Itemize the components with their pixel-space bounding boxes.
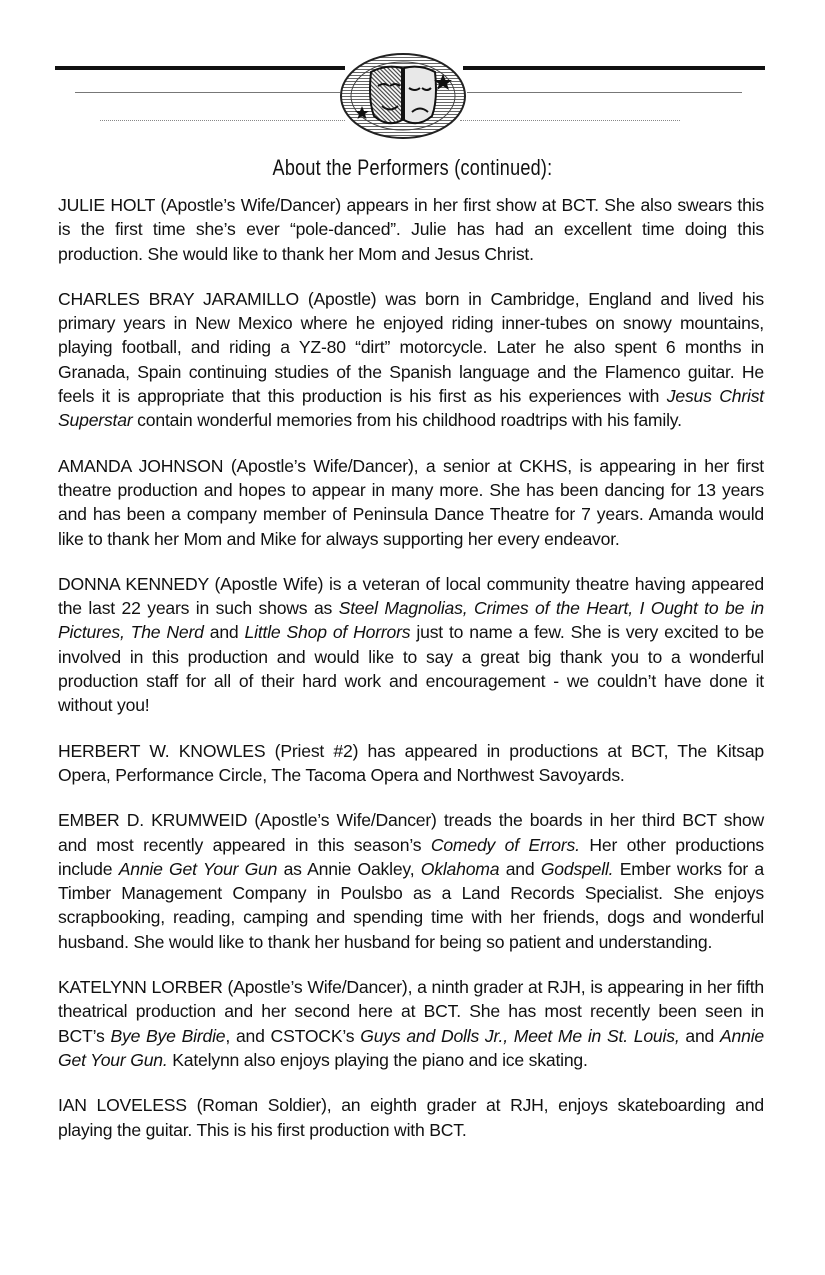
bio-text: HERBERT W. KNOWLES (Priest #2) has appeared in productions at BCT, The Kitsap Opera, Performance Circle, The Tacoma Opera and Northwest Savoyards. — [58, 740, 764, 785]
bio-text: Ember works for a Timber Management Company in Poulsbo as a Land Records Specialist. She enjoys scrapbooking, reading, camping and spending time with her friends, dogs and wonderful husband. She would like to thank her husband for being so patient and understanding. — [58, 858, 764, 952]
page-title: About the Performers (continued): — [272, 155, 553, 180]
performer-bio — [58, 739, 764, 788]
title-italic-text: Annie Get Your Gun. — [58, 1025, 764, 1070]
bio-text: DONNA KENNEDY (Apostle Wife) is a veteran of local community theatre having appeared the last 22 years in such shows as — [58, 573, 764, 619]
title-italic-text: Guys and Dolls Jr., Meet Me in St. Louis, — [360, 1025, 680, 1046]
title-italic-text: Oklahoma — [420, 858, 500, 879]
performer-bio — [58, 193, 764, 266]
bio-text: KATELYNN LORBER (Apostle’s Wife/Dancer), a ninth grader at RJH, is appearing in her fifth theatrical production and her second here at BCT. She has most recently been seen in BCT’s — [58, 977, 764, 1046]
header-rule-left-dotted — [100, 120, 345, 121]
performer-bio — [58, 572, 764, 718]
performer-bio — [58, 1093, 764, 1142]
bio-text: CHARLES BRAY JARAMILLO (Apostle) was born in Cambridge, England and lived his primary years in New Mexico where he enjoyed riding inner-tubes on snowy mountains, playing football, and riding a YZ-80 “dirt” motorcycle. Later he also spent 6 months in Granada, Spain continuing studies of the Spanish language and the Flamenco guitar. He feels it is appropriate that this production is his first as his experiences with — [58, 288, 764, 407]
bio-text: JULIE HOLT (Apostle’s Wife/Dancer) appears in her first show at BCT. She also swears this is the first time she’s ever “pole-danced”. Julie has had an excellent time doing this production. She would like to thank her Mom and Jesus Christ. — [58, 195, 764, 264]
bio-text: AMANDA JOHNSON (Apostle’s Wife/Dancer), a senior at CKHS, is appearing in her first theatre production and hopes to appear in many more. She has been dancing for 13 years and has been a company member of Peninsula Dance Theatre for 7 years. Amanda would like to thank her Mom and Mike for always supporting her every endeavor. — [58, 455, 764, 549]
header-rule-left-thick — [55, 66, 345, 70]
title-italic-text: Godspell. — [540, 858, 614, 879]
header-rule-right-thin — [467, 92, 742, 93]
bio-text: and — [499, 858, 541, 879]
bio-text: and — [679, 1025, 720, 1046]
title-italic-text: Jesus Christ Superstar — [58, 386, 764, 431]
title-italic-text: Little Shop of Horrors — [244, 622, 411, 643]
header-rule-left-thin — [75, 92, 340, 93]
bio-text: Her other productions include — [58, 834, 764, 879]
performer-bios-list — [58, 193, 764, 1163]
performer-bio — [58, 975, 764, 1072]
bio-text: EMBER D. KRUMWEID (Apostle’s Wife/Dancer) treads the boards in her third BCT show and most recently appeared in this season’s — [58, 810, 764, 855]
title-italic-text: Annie Get Your Gun — [118, 858, 278, 879]
performer-bio — [58, 808, 764, 954]
bio-text: as Annie Oakley, — [277, 858, 421, 879]
title-italic-text: Steel Magnolias, Crimes of the Heart, I Ought to be in Pictures, The Nerd — [58, 598, 764, 643]
bio-text: and — [203, 622, 245, 643]
bio-text: , and CSTOCK’s — [225, 1025, 361, 1046]
page-header-ornament — [55, 50, 765, 150]
performer-bio — [58, 454, 764, 551]
header-rule-right-dotted — [460, 120, 680, 121]
bio-text: IAN LOVELESS (Roman Soldier), an eighth grader at RJH, enjoys skateboarding and playing the guitar. This is his first production with BCT. — [58, 1095, 764, 1140]
title-italic-text: Bye Bye Birdie — [110, 1025, 226, 1046]
bio-text: just to name a few. She is very excited to be involved in this production and would like to say a great big thank you to a wonderful production staff for all of their hard work and encouragement - we couldn’t have done it without you! — [58, 622, 764, 716]
header-rule-right-thick — [463, 66, 765, 70]
title-italic-text: Comedy of Errors. — [430, 834, 580, 855]
theatre-masks-emblem-icon — [338, 50, 468, 150]
bio-text: contain wonderful memories from his childhood roadtrips with his family. — [132, 410, 682, 431]
bio-text: Katelynn also enjoys playing the piano and ice skating. — [167, 1049, 588, 1070]
performer-bio — [58, 287, 764, 433]
